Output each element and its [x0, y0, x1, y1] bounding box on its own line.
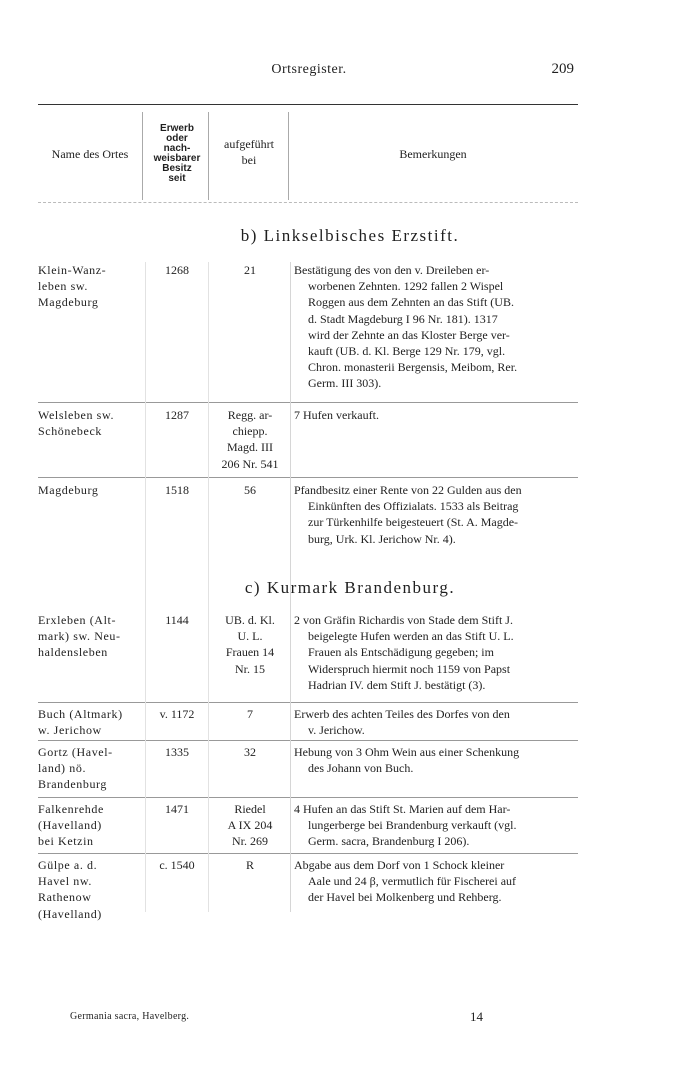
reference: 56: [244, 483, 256, 497]
remarks: 7 Hufen verkauft.: [294, 408, 379, 422]
reference: Riedel A IX 204 Nr. 269: [227, 802, 273, 849]
page-header: [38, 62, 580, 82]
row-divider: [38, 797, 578, 798]
footer-source: Germania sacra, Havelberg.: [70, 1011, 190, 1022]
column-header-acquired: Erwerb oder nach- weisbarer Besitz seit: [153, 123, 201, 184]
place-name: Falkenrehde (Havelland) bei Ketzin: [38, 802, 104, 849]
column-header-name: Name des Ortes: [51, 147, 129, 161]
table-header: [38, 112, 578, 202]
acquired-year: 1335: [165, 745, 189, 759]
column-divider: [145, 262, 146, 912]
acquired-year: c. 1540: [159, 858, 195, 872]
remarks: Abgabe aus dem Dorf von 1 Schock kleiner Aale und 24 β, vermutlich für Fischerei auf der Havel bei Molkenberg und Rehberg.: [294, 858, 517, 905]
acquired-year: 1287: [165, 408, 189, 422]
running-title: Ortsregister.: [271, 62, 347, 77]
reference: 21: [244, 263, 256, 277]
place-name: Gortz (Havel- land) nö. Brandenburg: [38, 745, 113, 792]
acquired-year: 1268: [165, 263, 189, 277]
acquired-year: 1144: [165, 613, 189, 627]
column-header-reference: aufgeführt bei: [224, 137, 274, 167]
table-header-rule: [38, 202, 578, 203]
place-name: Buch (Altmark) w. Jerichow: [38, 707, 123, 738]
remarks: Hebung von 3 Ohm Wein aus einer Schenkung des Johann von Buch.: [294, 745, 520, 776]
place-name: Magdeburg: [38, 483, 99, 497]
remarks: Bestätigung des von den v. Dreileben er- worbenen Zehnten. 1292 fallen 2 Wispel Roggen aus dem Zehnten an das Stift (UB. d. Stadt Magdeburg I 96 Nr. 181). 1317 wird der Zehnte an das Kloster Berge ver- kauft (UB. d. Kl. Berge 129 Nr. 179, vgl. Chron. monasterii Bergensis, Meibom, Rer. Germ. III 303).: [294, 263, 518, 391]
column-divider: [208, 262, 209, 912]
place-name: Klein-Wanz- leben sw. Magdeburg: [38, 263, 107, 310]
row-divider: [38, 740, 578, 741]
reference: R: [245, 858, 254, 872]
place-name: Gülpe a. d. Havel nw. Rathenow (Havelland): [38, 858, 102, 921]
header-rule: [38, 104, 578, 105]
remarks: 4 Hufen an das Stift St. Marien auf dem Har- lungerberge bei Brandenburg verkauft (vgl. Germ. sacra, Brandenburg I 206).: [294, 802, 517, 849]
reference: UB. d. Kl. U. L. Frauen 14 Nr. 15: [225, 613, 275, 676]
reference: 32: [244, 745, 256, 759]
section-heading: b) Linkselbisches Erzstift.: [240, 226, 460, 245]
remarks: Erwerb des achten Teiles des Dorfes von den v. Jerichow.: [294, 707, 510, 738]
section-heading: c) Kurmark Brandenburg.: [244, 578, 456, 597]
row-divider: [38, 477, 578, 478]
row-divider: [38, 853, 578, 854]
place-name: Welsleben sw. Schönebeck: [38, 408, 115, 439]
reference: 7: [247, 707, 253, 721]
remarks: 2 von Gräfin Richardis von Stade dem Stift J. beigelegte Hufen werden an das Stift U. L. Frauen als Entschädigung gegeben; im Widerspruch hiermit noch 1159 von Papst Hadrian IV. dem Stift J. bestätigt (3).: [294, 613, 514, 692]
remarks: Pfandbesitz einer Rente von 22 Gulden aus den Einkünften des Offizialats. 1533 als Beitrag zur Türkenhilfe beigesteuert (St. A. Magde- burg, Urk. Kl. Jerichow Nr. 4).: [294, 483, 522, 546]
acquired-year: v. 1172: [159, 707, 195, 721]
column-divider: [142, 112, 143, 200]
footer-signature: 14: [470, 1009, 483, 1024]
page-number: 209: [551, 61, 574, 77]
column-divider: [208, 112, 209, 200]
place-name: Erxleben (Alt- mark) sw. Neu- haldensleben: [38, 613, 121, 660]
acquired-year: 1471: [165, 802, 189, 816]
row-divider: [38, 402, 578, 403]
row-divider: [38, 702, 578, 703]
acquired-year: 1518: [165, 483, 189, 497]
column-divider: [288, 112, 289, 200]
column-divider: [290, 262, 291, 912]
column-header-remarks: Bemerkungen: [399, 147, 467, 161]
reference: Regg. ar- chiepp. Magd. III 206 Nr. 541: [221, 408, 279, 471]
